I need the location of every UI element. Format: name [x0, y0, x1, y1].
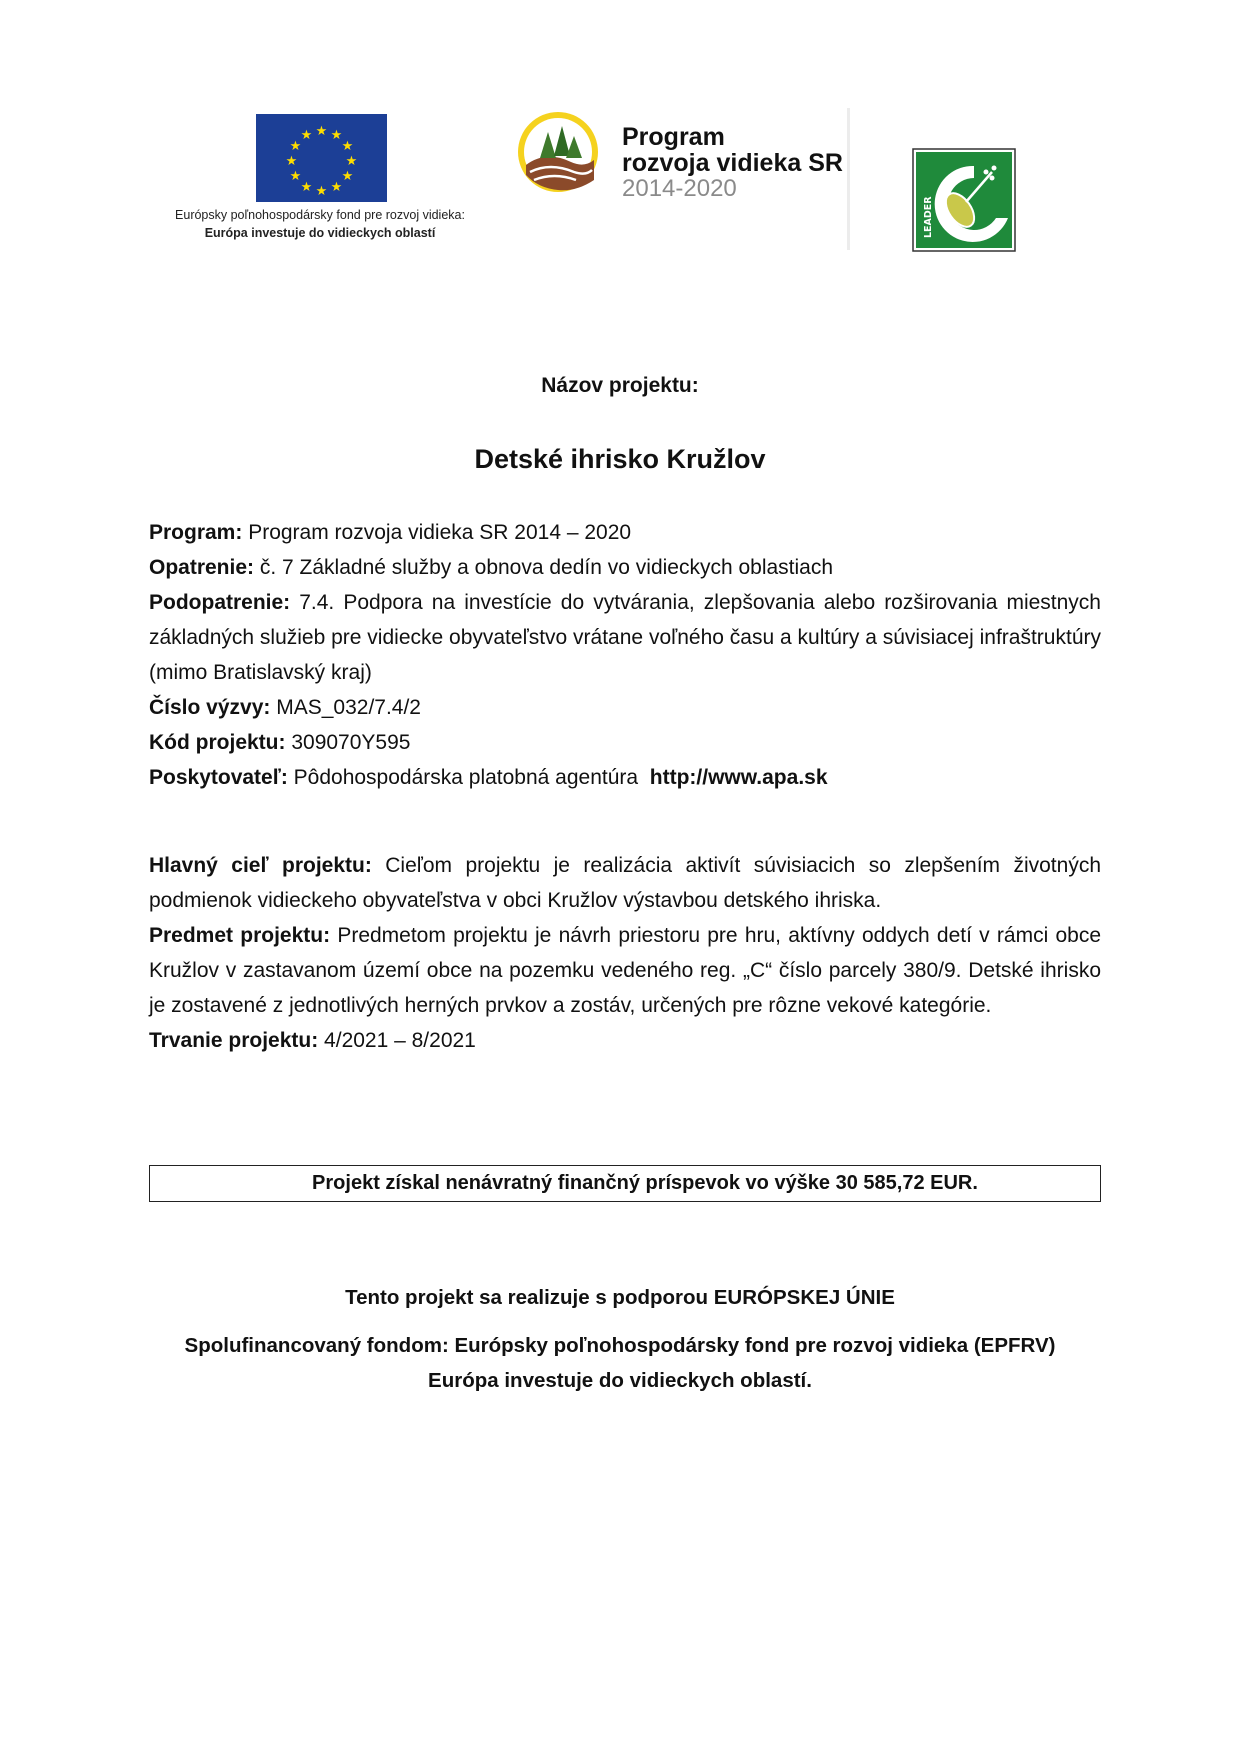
footer-line1: Tento projekt sa realizuje s podporou EURÓPSKEJ ÚNIE: [345, 1286, 895, 1309]
prv-years: 2014-2020: [622, 175, 737, 202]
subject-key: Predmet projektu:: [149, 924, 331, 947]
duration-value: 4/2021 – 8/2021: [318, 1029, 476, 1052]
goal-value: Cieľom projektu je realizácia aktivít súvisiacich so zlepšením životných podmienok vidieckeho obyvateľstva v obci Kružlov výstavbou detského ihriska.: [149, 854, 1101, 912]
prv-program-wordmark: [622, 124, 843, 202]
leader-label: LEADER: [923, 196, 934, 238]
submeasure-row: [149, 585, 1101, 690]
svg-text:★: ★: [341, 139, 354, 154]
submeasure-value: 7.4. Podpora na investície do vytvárania, zlepšovania alebo rozširovania miestnych základných služieb pre vidiecke obyvateľstvo vrátane voľného času a kultúry a súvisiacej infraštruktúry (mimo Bratislavský kraj): [149, 591, 1101, 684]
duration-row: [149, 1023, 1101, 1058]
provider-key: Poskytovateľ:: [149, 766, 288, 789]
project-details: [149, 515, 1101, 795]
svg-text:★: ★: [315, 184, 328, 199]
grant-amount-box: [149, 1165, 1101, 1202]
svg-text:★: ★: [315, 124, 328, 139]
project-name-label: Názov projektu:: [541, 374, 699, 397]
measure-key: Opatrenie:: [149, 556, 255, 579]
project-title: Detské ihrisko Kružlov: [474, 444, 766, 474]
eu-caption-line2: Európa investuje do vidieckych oblastí: [204, 226, 436, 240]
provider-row: [149, 760, 1101, 795]
code-key: Kód projektu:: [149, 731, 286, 754]
code-row: [149, 725, 1101, 760]
eu-support-footer: [0, 1285, 1240, 1398]
project-goals: [149, 848, 1101, 1058]
call-row: [149, 690, 1101, 725]
provider-url-link[interactable]: http://www.apa.sk: [649, 766, 828, 789]
svg-text:★: ★: [330, 180, 343, 195]
provider-value: Pôdohospodárska platobná agentúra: [287, 766, 650, 789]
program-key: Program:: [149, 521, 243, 544]
svg-text:★: ★: [345, 154, 358, 169]
svg-text:★: ★: [289, 169, 302, 184]
svg-text:★: ★: [289, 139, 302, 154]
program-value: Program rozvoja vidieka SR 2014 – 2020: [242, 521, 632, 544]
footer-line3: Európa investuje do vidieckych oblastí.: [428, 1369, 812, 1392]
program-row: [149, 515, 1101, 550]
eu-stars-icon: [256, 114, 387, 202]
prv-line2: rozvoja vidieka SR: [622, 149, 843, 177]
duration-key: Trvanie projektu:: [149, 1029, 319, 1052]
footer-line2: Spolufinancovaný fondom: Európsky poľnohospodársky fond pre rozvoj vidieka (EPFRV): [184, 1334, 1056, 1357]
measure-row: [149, 550, 1101, 585]
call-key: Číslo výzvy:: [149, 696, 271, 719]
leader-logo: [912, 148, 1016, 252]
eu-fund-caption: [140, 206, 500, 242]
goal-key: Hlavný cieľ projektu:: [149, 854, 372, 877]
grant-text: Projekt získal nenávratný finančný príspevok vo výške 30 585,72 EUR.: [312, 1172, 978, 1194]
subject-value: Predmetom projektu je návrh priestoru pre hru, aktívny oddych detí v rámci obce Kružlov v zastavanom území obce na pozemku vedeného reg. „C“ číslo parcely 380/9. Detské ihrisko je zostavené z jednotlivých herných prvkov a zostáv, určených pre rôzne vekové kategórie.: [149, 924, 1101, 1017]
svg-text:★: ★: [341, 169, 354, 184]
submeasure-key: Podopatrenie:: [149, 591, 291, 614]
measure-value: č. 7 Základné služby a obnova dedín vo vidieckych oblastiach: [254, 556, 834, 579]
logo-divider: [847, 108, 850, 250]
prv-line1: Program: [622, 123, 725, 151]
subject-row: [149, 918, 1101, 1023]
prv-emblem-logo: [516, 110, 600, 194]
goal-row: [149, 848, 1101, 918]
code-value: 309070Y595: [285, 731, 411, 754]
eu-caption-line1: Európsky poľnohospodársky fond pre rozvoj vidieka:: [175, 208, 465, 222]
eu-flag-logo: [256, 114, 387, 202]
call-value: MAS_032/7.4/2: [270, 696, 421, 719]
svg-text:★: ★: [300, 180, 313, 195]
svg-text:★: ★: [300, 128, 313, 143]
svg-text:★: ★: [285, 154, 298, 169]
svg-text:★: ★: [330, 128, 343, 143]
